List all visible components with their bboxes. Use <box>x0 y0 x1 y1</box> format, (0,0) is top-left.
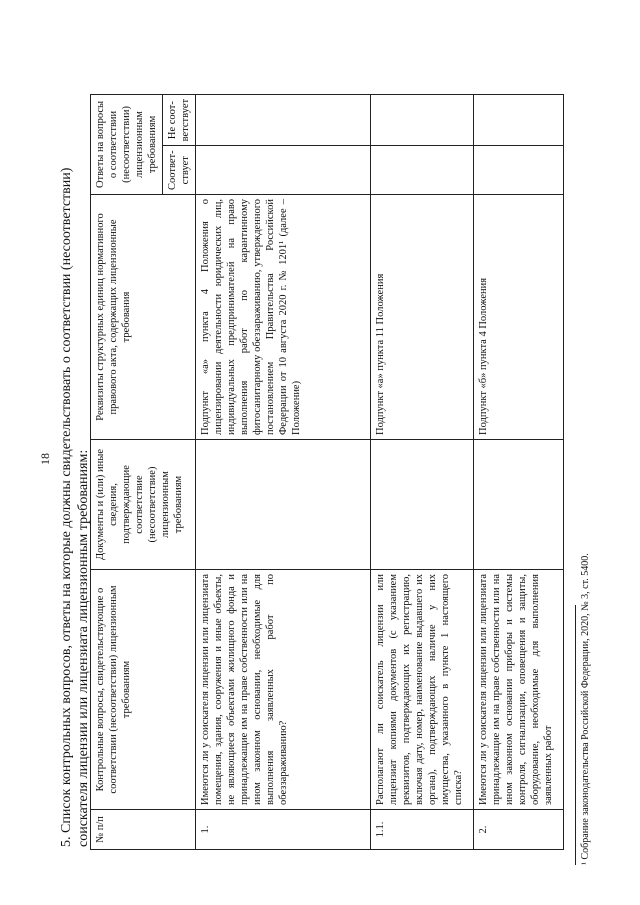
row-complies <box>371 146 474 195</box>
checklist-table <box>90 94 564 850</box>
row-requisites: Подпункт «а» пункта 11 Положения <box>371 195 474 440</box>
row-not-complies <box>196 94 371 145</box>
header-requisites: Реквизиты структурных единиц нормативного правового акта, содержащих лицензионные требования <box>91 195 196 440</box>
page-number: 18 <box>38 453 52 465</box>
row-requisites: Подпункт «б» пункта 4 Положения <box>474 195 564 440</box>
row-num: 2. <box>474 810 564 850</box>
table-row <box>196 94 371 849</box>
table-row <box>371 94 474 849</box>
row-num: 1.1. <box>371 810 474 850</box>
row-question: Имеются ли у соискателя лицензии или лицензиата принадлежащие им на праве собственности или на ином законном основании приборы и системы контроля, сигнализации, оповещения и защиты, оборудование, необходимые для выполнения заявленных работ <box>474 570 564 810</box>
row-not-complies <box>371 94 474 145</box>
header-answers: Ответы на вопросы о соответствии (несоответствии) лицензионным требованиям <box>91 94 163 194</box>
section-title-line-1: 5. Список контрольных вопросов, ответы на которые должны свидетельствовать о соответствии (несоответствии) <box>59 167 74 847</box>
header-num: № п/п <box>91 810 196 850</box>
section-title-line-2: соискателя лицензии или лицензиата лицензионным требованиям: <box>76 449 91 847</box>
footnote: ¹ Собрание законодательства Российской Федерации, 2020, № 3, ст. 5400. <box>580 553 591 865</box>
row-not-complies <box>474 94 564 145</box>
header-complies: Соответ-ствует <box>163 146 196 195</box>
header-documents: Документы и (или) иные сведения, подтверждающие соответствие (несоответствие) лицензионным требованиям <box>91 440 196 570</box>
row-documents <box>474 440 564 570</box>
header-not-complies: Не соот-ветствует <box>163 94 196 145</box>
row-num: 1. <box>196 810 371 850</box>
row-documents <box>371 440 474 570</box>
row-documents <box>196 440 371 570</box>
table-row <box>474 94 564 849</box>
row-question: Располагают ли соискатель лицензии или лицензиат копиями документов (с указанием реквизитов, подтверждающих их регистрацию, включая дату, номер, наименование выдавшего их органа), подтверждающих наличие у них имущества, указанного в пункте 1 настоящего списка? <box>371 570 474 810</box>
footnote-divider <box>575 605 576 865</box>
row-question: Имеются ли у соискателя лицензии или лицензиата помещения, здания, сооружения и иные объекты, не являющиеся объектами жилищного фонда и принадлежащие им на праве собственности или на ином законном основании, необходимые для выполнения заявленных работ по обеззараживанию? <box>196 570 371 810</box>
row-complies <box>474 146 564 195</box>
section-title <box>58 47 92 847</box>
header-question: Контрольные вопросы, свидетельствующие о соответствии (несоответствии) лицензионным требованиям <box>91 570 196 810</box>
row-requisites: Подпункт «а» пункта 4 Положения о лицензировании деятельности юридических лиц, индивидуальных предпринимателей на право выполнения работ по карантинному фитосанитарному обеззараживанию, утвержденного постановлением Правительства Российской Федерации от 10 августа 2020 г. № 1201¹ (далее – Положение) <box>196 195 371 440</box>
row-complies <box>196 146 371 195</box>
